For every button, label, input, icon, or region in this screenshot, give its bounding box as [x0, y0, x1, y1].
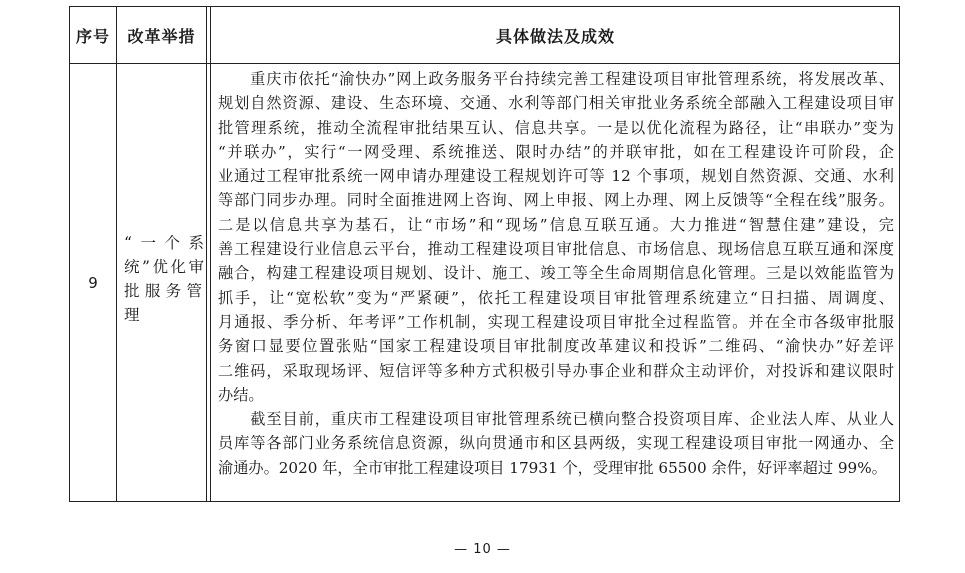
detail-line: 业通过工程审批系统一网申请办理建设工程规划许可等 12 个事项，规划自然资源、交通、水利	[218, 167, 894, 186]
detail-line: 抓手，让“宽松软”变为“严紧硬”，依托工程建设项目审批管理系统建立“日扫描、周调度、	[218, 288, 894, 307]
row-seq-number: 9	[88, 273, 98, 292]
detail-line: 渝通办。2020 年，全市审批工程建设项目 17931 个，受理审批 65500 余件，好评率超过 99%。	[218, 458, 887, 477]
measure-line: 统”优化审	[124, 258, 206, 276]
row-measure	[124, 231, 206, 327]
column-divider	[116, 7, 117, 501]
detail-line: 善工程建设行业信息云平台，推动工程建设项目审批信息、市场信息、现场信息互联互通和深度	[218, 240, 894, 259]
column-divider	[210, 7, 211, 501]
detail-line: “并联办”，实行“一网受理、系统推送、限时办结”的并联审批，如在工程建设许可阶段，企	[218, 142, 894, 161]
reform-table	[69, 6, 900, 502]
detail-line: 办结。	[218, 385, 264, 404]
page-number: — 10 —	[454, 542, 511, 557]
detail-line: 截至目前，重庆市工程建设项目审批管理系统已横向整合投资项目库、企业法人库、从业人	[218, 410, 894, 429]
column-divider	[206, 7, 207, 501]
detail-line: 月通报、季分析、年考评”工作机制，实现工程建设项目审批全过程监管。并在全市各级审批服	[218, 312, 894, 331]
detail-line: 规划自然资源、建设、生态环境、交通、水利等部门相关审批业务系统全部融入工程建设项目审	[218, 94, 894, 113]
header-seq: 序号	[75, 26, 110, 46]
header-measure: 改革举措	[127, 26, 196, 46]
detail-line: 等部门同步办理。同时全面推进网上咨询、网上申报、网上办理、网上反馈等“全程在线”服务。	[218, 191, 894, 210]
header-detail: 具体做法及成效	[495, 26, 615, 46]
detail-line: 重庆市依托“渝快办”网上政务服务平台持续完善工程建设项目审批管理系统，将发展改革、	[218, 70, 894, 88]
detail-line: 二维码，采取现场评、短信评等多种方式积极引导办事企业和群众主动评价，对投诉和建议限时	[218, 361, 894, 380]
detail-line: 二是以信息共享为基石，让“市场”和“现场”信息互联互通。大力推进“智慧住建”建设，完	[218, 215, 894, 234]
detail-line: 批管理系统，推动全流程审批结果互认、信息共享。一是以优化流程为路径，让“串联办”变为	[218, 118, 894, 137]
measure-line: 理	[124, 306, 142, 324]
measure-line: 批服务管	[124, 282, 206, 300]
measure-line: “一个系	[124, 234, 206, 252]
header-divider	[70, 63, 899, 64]
detail-line: 员库等各部门业务系统信息资源，纵向贯通市和区县两级，实现工程建设项目审批一网通办、全	[218, 434, 894, 453]
row-detail	[218, 67, 894, 480]
detail-line: 融合，构建工程建设项目规划、设计、施工、竣工等全生命周期信息化管理。三是以效能监管为	[218, 264, 894, 283]
detail-line: 务窗口显要位置张贴“国家工程建设项目审批制度改革建议和投诉”二维码、“渝快办”好差评	[218, 337, 894, 356]
